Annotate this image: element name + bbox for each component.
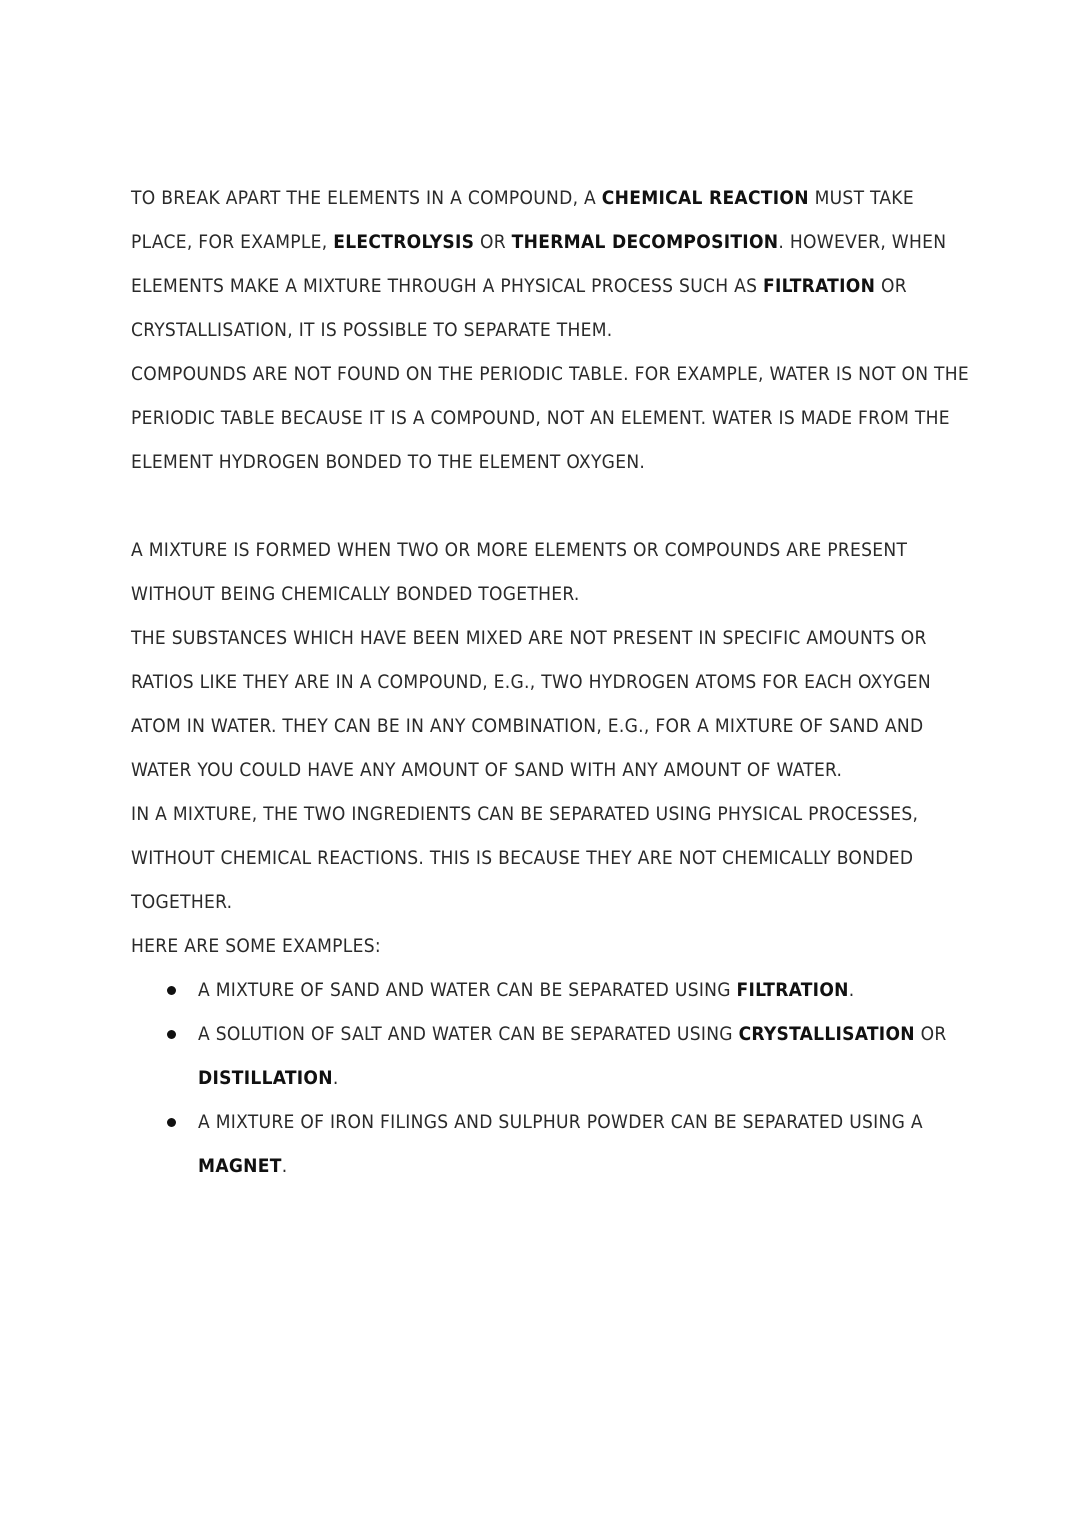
list-item <box>131 1100 971 1188</box>
text-run: TO BREAK APART THE ELEMENTS IN A COMPOUND, A <box>131 187 602 209</box>
list-item <box>131 968 971 1012</box>
term-filtration: FILTRATION <box>736 979 849 1001</box>
term-distillation: DISTILLATION <box>198 1067 333 1089</box>
bullet-icon <box>167 1118 176 1127</box>
paragraph-periodic-table: COMPOUNDS ARE NOT FOUND ON THE PERIODIC TABLE. FOR EXAMPLE, WATER IS NOT ON THE PERIODIC TABLE BECAUSE IT IS A COMPOUND, NOT AN ELEMENT. WATER IS MADE FROM THE ELEMENT HYDROGEN BONDED TO THE ELEMENT OXYGEN. <box>131 363 969 473</box>
term-crystallisation: CRYSTALLISATION <box>738 1023 915 1045</box>
paragraph-compound-separation <box>131 176 971 352</box>
term-filtration: FILTRATION <box>763 275 876 297</box>
examples-list <box>131 968 971 1188</box>
term-magnet: MAGNET <box>198 1155 282 1177</box>
text-run: OR <box>474 231 512 253</box>
text-run: A SOLUTION OF SALT AND WATER CAN BE SEPARATED USING <box>198 1023 739 1045</box>
paragraph-mixture-ratios: THE SUBSTANCES WHICH HAVE BEEN MIXED ARE NOT PRESENT IN SPECIFIC AMOUNTS OR RATIOS LIKE THEY ARE IN A COMPOUND, E.G., TWO HYDROGEN ATOMS FOR EACH OXYGEN ATOM IN WATER. THEY CAN BE IN ANY COMBINATION, E.G., FOR A MIXTURE OF SAND AND WATER YOU COULD HAVE ANY AMOUNT OF SAND WITH ANY AMOUNT OF WATER. <box>131 627 931 781</box>
document-body <box>131 176 971 1188</box>
text-run: OR CRYSTALLISATION, IT IS POSSIBLE TO SEPARATE THEM. <box>131 275 907 341</box>
term-thermal-decomposition: THERMAL DECOMPOSITION <box>511 231 779 253</box>
text-run: . <box>281 1155 288 1177</box>
paragraph-examples-intro: HERE ARE SOME EXAMPLES: <box>131 935 381 957</box>
text-run: OR <box>914 1023 947 1045</box>
list-item <box>131 1012 971 1100</box>
term-electrolysis: ELECTROLYSIS <box>333 231 475 253</box>
term-chemical-reaction: CHEMICAL REACTION <box>601 187 809 209</box>
text-run: A MIXTURE OF IRON FILINGS AND SULPHUR POWDER CAN BE SEPARATED USING A <box>198 1111 923 1133</box>
bullet-icon <box>167 986 176 995</box>
text-run: . <box>848 979 855 1001</box>
bullet-icon <box>167 1030 176 1039</box>
text-run: A MIXTURE OF SAND AND WATER CAN BE SEPARATED USING <box>198 979 737 1001</box>
paragraph-mixture-definition: A MIXTURE IS FORMED WHEN TWO OR MORE ELEMENTS OR COMPOUNDS ARE PRESENT WITHOUT BEING CHEMICALLY BONDED TOGETHER. <box>131 539 908 605</box>
text-run: . HOWEVER, WHEN ELEMENTS MAKE A MIXTURE THROUGH A PHYSICAL PROCESS SUCH AS <box>131 231 947 297</box>
paragraph-mixture-separation: IN A MIXTURE, THE TWO INGREDIENTS CAN BE SEPARATED USING PHYSICAL PROCESSES, WITHOUT CHEMICAL REACTIONS. THIS IS BECAUSE THEY ARE NOT CHEMICALLY BONDED TOGETHER. <box>131 803 919 913</box>
paragraph-gap <box>131 484 971 528</box>
text-run: . <box>332 1067 339 1089</box>
text-run: MUST TAKE PLACE, FOR EXAMPLE, <box>131 187 914 253</box>
